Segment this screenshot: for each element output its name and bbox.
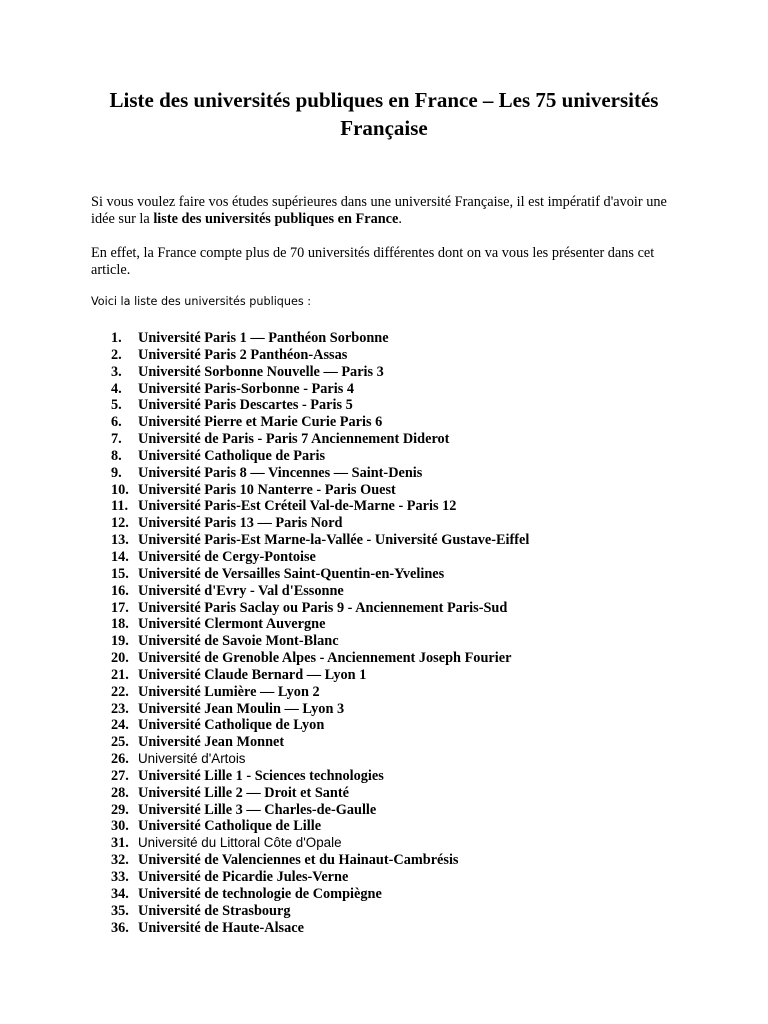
list-item-number: 24. — [111, 717, 129, 734]
list-item-name: Université de Valenciennes et du Hainaut-Cambrésis — [138, 852, 459, 869]
list-item-name: Université de Cergy-Pontoise — [138, 548, 316, 565]
list-item-name: Université de Versailles Saint-Quentin-en-Yvelines — [138, 565, 445, 582]
list-item — [111, 364, 529, 381]
list-item — [111, 717, 529, 734]
list-item-number: 5. — [111, 397, 122, 414]
list-item-number: 2. — [111, 346, 122, 363]
list-item-number: 26. — [111, 751, 129, 768]
list-item-number: 6. — [111, 414, 122, 431]
list-item-name: Université de Picardie Jules-Verne — [138, 869, 349, 885]
list-item — [111, 414, 529, 431]
list-item-name: Université Lumière — Lyon 2 — [138, 683, 320, 700]
list-item — [111, 869, 529, 886]
university-list — [111, 330, 529, 936]
list-item-name: Université Jean Monnet — [138, 734, 285, 751]
list-item — [111, 397, 529, 414]
list-item-name: Université Paris Saclay ou Paris 9 - Anciennement Paris-Sud — [138, 599, 508, 616]
list-item-number: 30. — [111, 818, 129, 835]
list-item-number: 20. — [111, 650, 129, 667]
list-item-number: 25. — [111, 734, 129, 751]
list-item-number: 34. — [111, 885, 129, 902]
list-item — [111, 633, 529, 650]
list-item-name: Université Lille 1 - Sciences technologies — [138, 767, 384, 784]
list-item-name: Université Paris 10 Nanterre - Paris Ouest — [138, 481, 396, 498]
list-item — [111, 802, 529, 819]
list-item — [111, 566, 529, 583]
list-item-name: Université du Littoral Côte d'Opale — [138, 835, 342, 851]
list-item-name: Université de Strasbourg — [138, 902, 291, 919]
list-item — [111, 667, 529, 684]
list-item-number: 10. — [111, 481, 129, 498]
list-item-number: 27. — [111, 767, 129, 784]
list-item-number: 12. — [111, 515, 129, 532]
list-item — [111, 381, 529, 398]
list-item — [111, 920, 529, 937]
list-item-number: 18. — [111, 616, 129, 633]
list-item-number: 3. — [111, 363, 122, 380]
list-item-number: 35. — [111, 902, 129, 919]
list-item-name: Université Paris 2 Panthéon-Assas — [138, 346, 348, 363]
list-item-number: 14. — [111, 548, 129, 565]
list-item-number: 29. — [111, 801, 129, 818]
list-item — [111, 498, 529, 515]
list-item — [111, 886, 529, 903]
list-item — [111, 330, 529, 347]
list-item — [111, 448, 529, 465]
list-item-name: Université Lille 2 — Droit et Santé — [138, 784, 349, 801]
list-item-number: 33. — [111, 869, 129, 885]
list-item-name: Université Jean Moulin — Lyon 3 — [138, 700, 345, 717]
second-paragraph: En effet, la France compte plus de 70 universités différentes dont on va vous les présenter dans cet article. — [91, 245, 655, 278]
list-item-number: 36. — [111, 919, 129, 936]
list-item-name: Université de Savoie Mont-Blanc — [138, 633, 339, 650]
list-item — [111, 818, 529, 835]
list-item-number: 16. — [111, 582, 129, 599]
list-item — [111, 616, 529, 633]
list-item — [111, 347, 529, 364]
list-item-name: Université Paris 1 — Panthéon Sorbonne — [138, 330, 389, 346]
list-item — [111, 785, 529, 802]
list-item-name: Université Paris-Est Marne-la-Vallée - Université Gustave-Eiffel — [138, 532, 530, 549]
list-item — [111, 751, 529, 768]
list-item — [111, 549, 529, 566]
list-item — [111, 650, 529, 667]
list-item-name: Université de Paris - Paris 7 Anciennement Diderot — [138, 431, 450, 448]
list-item-name: Université Claude Bernard — Lyon 1 — [138, 666, 367, 683]
list-item-name: Université de technologie de Compiègne — [138, 885, 382, 902]
list-item-name: Université d'Artois — [138, 751, 246, 767]
intro-paragraph — [91, 194, 691, 228]
list-item-number: 32. — [111, 852, 129, 869]
list-item — [111, 835, 529, 852]
list-item-number: 1. — [111, 330, 122, 346]
intro-text: Si vous voulez faire vos études supérieures dans une université Française, il est impératif d'avoir une idée sur la — [91, 194, 667, 227]
intro-bold-text: liste des universités publiques en France — [153, 211, 399, 227]
list-item — [111, 684, 529, 701]
list-item — [111, 583, 529, 600]
list-item-name: Université de Grenoble Alpes - Anciennement Joseph Fourier — [138, 650, 512, 667]
list-item-number: 8. — [111, 447, 122, 464]
list-item-number: 11. — [111, 498, 129, 515]
list-item-number: 4. — [111, 380, 122, 397]
list-item-number: 21. — [111, 666, 129, 683]
list-item — [111, 600, 529, 617]
intro-end-text: . — [398, 211, 402, 227]
list-item-number: 22. — [111, 683, 129, 700]
list-item — [111, 768, 529, 785]
list-item — [111, 515, 529, 532]
list-item-name: Université Catholique de Paris — [138, 447, 326, 464]
list-item-name: Université d'Evry - Val d'Essonne — [138, 582, 344, 599]
list-item-number: 23. — [111, 700, 129, 717]
list-item-name: Université Clermont Auvergne — [138, 616, 326, 633]
list-item-name: Université Paris Descartes - Paris 5 — [138, 397, 353, 414]
list-item-number: 15. — [111, 565, 129, 582]
list-item — [111, 431, 529, 448]
list-item — [111, 465, 529, 482]
list-item — [111, 482, 529, 499]
list-item — [111, 903, 529, 920]
list-item-name: Université Catholique de Lille — [138, 818, 322, 835]
list-item-name: Université Paris 13 — Paris Nord — [138, 515, 343, 532]
list-item — [111, 701, 529, 718]
list-item-number: 13. — [111, 532, 129, 549]
list-item-number: 28. — [111, 784, 129, 801]
list-item — [111, 532, 529, 549]
list-item-name: Université de Haute-Alsace — [138, 919, 304, 936]
list-item-number: 9. — [111, 464, 122, 481]
list-item-name: Université Sorbonne Nouvelle — Paris 3 — [138, 363, 384, 380]
list-intro: Voici la liste des universités publiques : — [91, 295, 312, 308]
document-title: Liste des universités publiques en France – Les 75 universités Française — [109, 88, 659, 140]
list-item-number: 17. — [111, 599, 129, 616]
list-item-name: Université Paris-Sorbonne - Paris 4 — [138, 380, 355, 397]
list-item-number: 7. — [111, 431, 122, 448]
list-item-name: Université Paris-Est Créteil Val-de-Marne - Paris 12 — [138, 498, 457, 515]
list-item-number: 19. — [111, 633, 129, 650]
list-item-name: Université Paris 8 — Vincennes — Saint-Denis — [138, 464, 423, 481]
list-item-name: Université Pierre et Marie Curie Paris 6 — [138, 414, 383, 431]
list-item — [111, 852, 529, 869]
list-item-name: Université Catholique de Lyon — [138, 717, 325, 734]
list-item-name: Université Lille 3 — Charles-de-Gaulle — [138, 801, 377, 818]
list-item-number: 31. — [111, 835, 129, 852]
list-item — [111, 734, 529, 751]
